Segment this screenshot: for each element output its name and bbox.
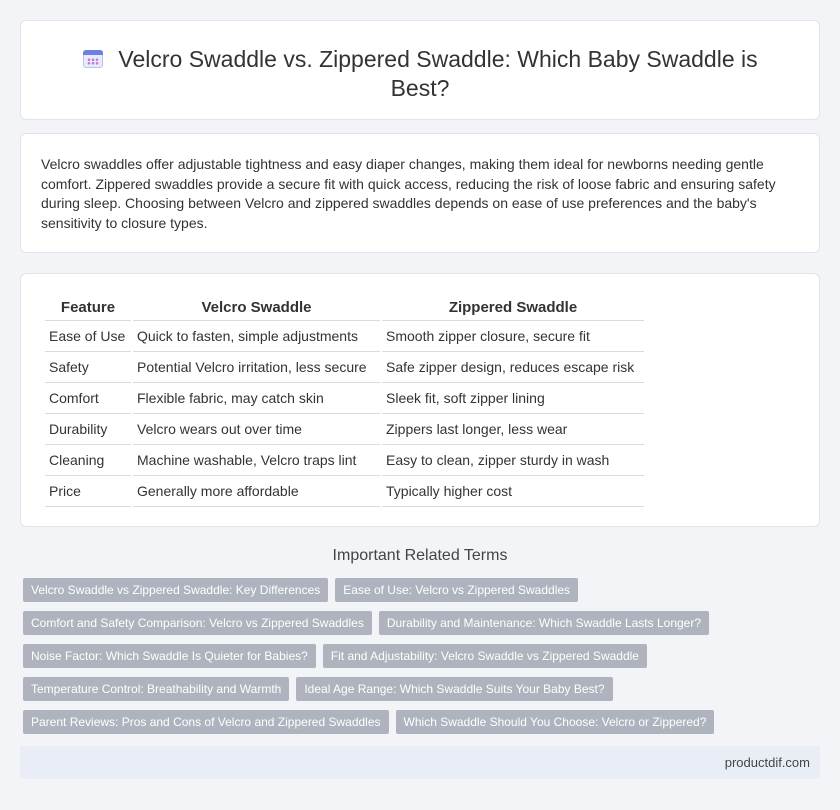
footer-site-link[interactable]: productdif.com	[724, 755, 810, 770]
cell-zippered: Sleek fit, soft zipper lining	[382, 383, 644, 414]
intro-paragraph: Velcro swaddles offer adjustable tightness and easy diaper changes, making them ideal for newborns needing gentle comfort. Zippered swaddles provide a secure fit with quick access, reducing the risk of loose fabric and ensuring safety during sleep. Choosing between Velcro and zippered swaddles depends on ease of use preferences and the baby's sensitivity to closure types.	[41, 156, 776, 231]
footer	[20, 746, 820, 779]
header-feature: Feature	[45, 294, 131, 321]
cell-zippered: Typically higher cost	[382, 476, 644, 507]
table-row	[45, 321, 644, 352]
table-row	[45, 476, 644, 507]
tag-row	[20, 578, 820, 602]
title-card	[20, 20, 820, 120]
table-row	[45, 414, 644, 445]
header-velcro-swaddle: Velcro Swaddle	[133, 294, 380, 321]
cell-velcro: Machine washable, Velcro traps lint	[133, 445, 380, 476]
related-tag[interactable]: Temperature Control: Breathability and Warmth	[23, 677, 289, 701]
cell-velcro: Velcro wears out over time	[133, 414, 380, 445]
table-row	[45, 352, 644, 383]
cell-velcro: Quick to fasten, simple adjustments	[133, 321, 380, 352]
table-row	[45, 383, 644, 414]
cell-feature: Safety	[45, 352, 131, 383]
cell-zippered: Safe zipper design, reduces escape risk	[382, 352, 644, 383]
page-title-text: Velcro Swaddle vs. Zippered Swaddle: Which Baby Swaddle is Best?	[118, 46, 758, 101]
header-zippered-swaddle: Zippered Swaddle	[382, 294, 644, 321]
tag-row	[20, 611, 820, 635]
calendar-icon	[82, 47, 104, 69]
cell-velcro: Potential Velcro irritation, less secure	[133, 352, 380, 383]
related-tag[interactable]: Which Swaddle Should You Choose: Velcro or Zippered?	[396, 710, 715, 734]
cell-feature: Cleaning	[45, 445, 131, 476]
cell-feature: Ease of Use	[45, 321, 131, 352]
cell-feature: Price	[45, 476, 131, 507]
tag-row	[20, 644, 820, 668]
comparison-table	[43, 294, 646, 507]
related-tag[interactable]: Ease of Use: Velcro vs Zippered Swaddles	[335, 578, 578, 602]
tag-row	[20, 710, 820, 734]
related-tag[interactable]: Noise Factor: Which Swaddle Is Quieter for Babies?	[23, 644, 316, 668]
cell-zippered: Zippers last longer, less wear	[382, 414, 644, 445]
related-tag[interactable]: Parent Reviews: Pros and Cons of Velcro and Zippered Swaddles	[23, 710, 389, 734]
related-tag[interactable]: Fit and Adjustability: Velcro Swaddle vs Zippered Swaddle	[323, 644, 647, 668]
cell-velcro: Generally more affordable	[133, 476, 380, 507]
title-row	[60, 45, 780, 103]
related-tag[interactable]: Durability and Maintenance: Which Swaddle Lasts Longer?	[379, 611, 709, 635]
related-tag[interactable]: Velcro Swaddle vs Zippered Swaddle: Key Differences	[23, 578, 328, 602]
comparison-table-card	[20, 273, 820, 527]
related-tag[interactable]: Ideal Age Range: Which Swaddle Suits Your Baby Best?	[296, 677, 612, 701]
cell-velcro: Flexible fabric, may catch skin	[133, 383, 380, 414]
cell-zippered: Easy to clean, zipper sturdy in wash	[382, 445, 644, 476]
cell-feature: Comfort	[45, 383, 131, 414]
intro-card	[20, 133, 820, 253]
cell-feature: Durability	[45, 414, 131, 445]
page-title	[60, 45, 780, 103]
related-terms-section	[20, 545, 820, 734]
related-tag[interactable]: Comfort and Safety Comparison: Velcro vs Zippered Swaddles	[23, 611, 372, 635]
cell-zippered: Smooth zipper closure, secure fit	[382, 321, 644, 352]
related-terms-heading: Important Related Terms	[332, 547, 508, 564]
table-row	[45, 445, 644, 476]
table-header-row	[45, 294, 644, 321]
tag-row	[20, 677, 820, 701]
